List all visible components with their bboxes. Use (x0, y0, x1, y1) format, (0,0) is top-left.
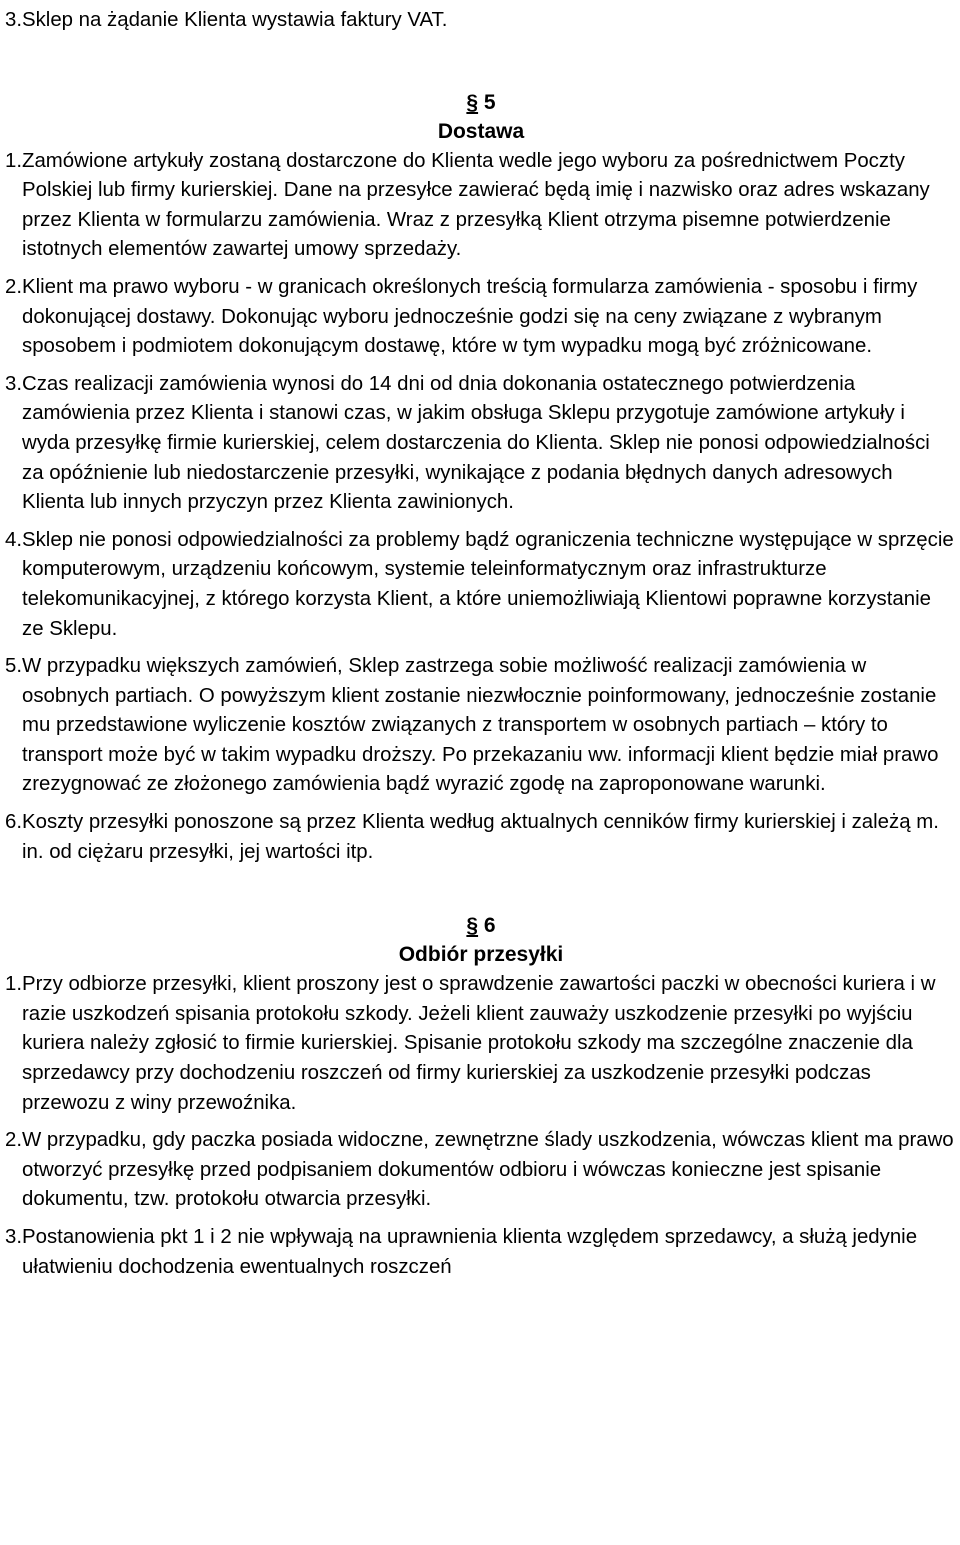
list-number: 3. (5, 9, 23, 31)
list-number: 5. (5, 655, 23, 678)
document-page (5, 6, 957, 1282)
paragraph-text: Postanowienia pkt 1 i 2 nie wpływają na uprawnienia klienta względem sprzedawcy, a służą jedynie ułatwieniu dochodzenia ewentualnych roszczeń (22, 1226, 918, 1278)
section-6-title: Odbiór przesyłki (398, 943, 564, 967)
intro-paragraph (5, 6, 957, 36)
list-number: 3. (5, 1226, 23, 1248)
section-number: 5 (483, 90, 496, 114)
paragraph-text: Przy odbiorze przesyłki, klient proszony jest o sprawdzenie zawartości paczki w obecności kuriera i w razie uszkodzeń spisania protokołu szkody. Jeżeli klient zauważy uszkodzenie przesyłki po wyjściu kuriera należy zgłosić to firmie kurierskiej. Spisanie protokołu szkody ma szczególne znaczenie dla sprzedawcy przy dochodzeniu roszczeń od firmy kurierskiej za uszkodzenie przesyłki podczas przewozu z winy przewoźnika. (22, 973, 936, 1114)
list-item (5, 652, 957, 800)
list-item (5, 808, 957, 867)
list-number: 1. (5, 973, 23, 996)
list-item (5, 1223, 957, 1282)
paragraph-text: Sklep nie ponosi odpowiedzialności za problemy bądź ograniczenia techniczne występujące w sprzęcie komputerowym, urządzeniu końcowym, systemie teleinformatycznym oraz infrastrukturze telekomunikacyjnej, z którego korzysta Klient, a które uniemożliwiają Klientowi poprawne korzystanie ze Sklepu. (22, 528, 954, 640)
paragraph-text: Czas realizacji zamówienia wynosi do 14 dni od dnia dokonania ostatecznego potwierdzenia zamówienia przez Klienta i stanowi czas, w jakim obsługa Sklepu przygotuje zamówione artykuły i wyda przesyłkę firmie kurierskiej, celem dostarczenia do Klienta. Sklep nie ponosi odpowiedzialności za opóźnienie lub niedostarczenie przesyłki, wynikające z podania błędnych danych adresowych Klienta lub innych przyczyn przez Klienta zawinionych. (22, 372, 930, 514)
section-6-number (5, 911, 957, 941)
section-5-title: Dostawa (437, 119, 525, 143)
list-number: 4. (5, 528, 23, 551)
list-number: 6. (5, 811, 23, 834)
list-item (5, 1126, 957, 1215)
list-item (5, 970, 957, 1118)
list-number: 1. (5, 149, 23, 172)
paragraph-text: Zamówione artykuły zostaną dostarczone do Klienta wedle jego wyboru za pośrednictwem Poczty Polskiej lub firmy kurierskiej. Dane na przesyłce zawierać będą imię i nazwisko oraz adres wskazany przez Klienta w formularzu zamówienia. Wraz z przesyłką Klient otrzyma pisemne potwierdzenie istotnych elementów zawartej umowy sprzedaży. (22, 149, 930, 261)
paragraph-symbol: § (466, 914, 479, 938)
paragraph-text: Koszty przesyłki ponoszone są przez Klienta według aktualnych cenników firmy kurierskiej i zależą m. in. od ciężaru przesyłki, jej wartości itp. (22, 811, 939, 863)
section-number: 6 (483, 914, 496, 938)
paragraph-text: W przypadku większych zamówień, Sklep zastrzega sobie możliwość realizacji zamówienia w osobnych partiach. O powyższym klient zostanie niezwłocznie poinformowany, jednocześnie zostanie mu przedstawione wyliczenie kosztów związanych z transportem w osobnych partiach – który to transport może być w takim wypadku droższy. Po przekazaniu ww. informacji klient będzie miał prawo zrezygnować ze złożonego zamówienia bądź wyrazić zgodę na zaproponowane warunki. (22, 655, 939, 796)
list-item (5, 273, 957, 362)
spacer (5, 36, 957, 88)
list-number: 2. (5, 1129, 23, 1152)
list-number: 3. (5, 372, 23, 395)
paragraph-text: Klient ma prawo wyboru - w granicach określonych treścią formularza zamówienia - sposobu i firmy dokonującej dostawy. Dokonując wyboru jednocześnie godzi się na ceny związane z wybranym sposobem i podmiotem dokonującym dostawę, które w tym wypadku mogą być zróżnicowane. (22, 275, 918, 358)
paragraph-text: Sklep na żądanie Klienta wystawia faktury VAT. (22, 9, 448, 31)
paragraph-symbol: § (466, 90, 479, 114)
list-number: 2. (5, 275, 23, 298)
list-item (5, 370, 957, 518)
section-5-number (5, 88, 957, 118)
list-item (5, 526, 957, 644)
paragraph-text: W przypadku, gdy paczka posiada widoczne, zewnętrzne ślady uszkodzenia, wówczas klient ma prawo otworzyć przesyłkę przed podpisaniem dokumentów odbioru i wówczas konieczne jest spisanie dokumentu, tzw. protokołu otwarcia przesyłki. (22, 1129, 954, 1211)
list-item (5, 147, 957, 265)
spacer (5, 867, 957, 911)
